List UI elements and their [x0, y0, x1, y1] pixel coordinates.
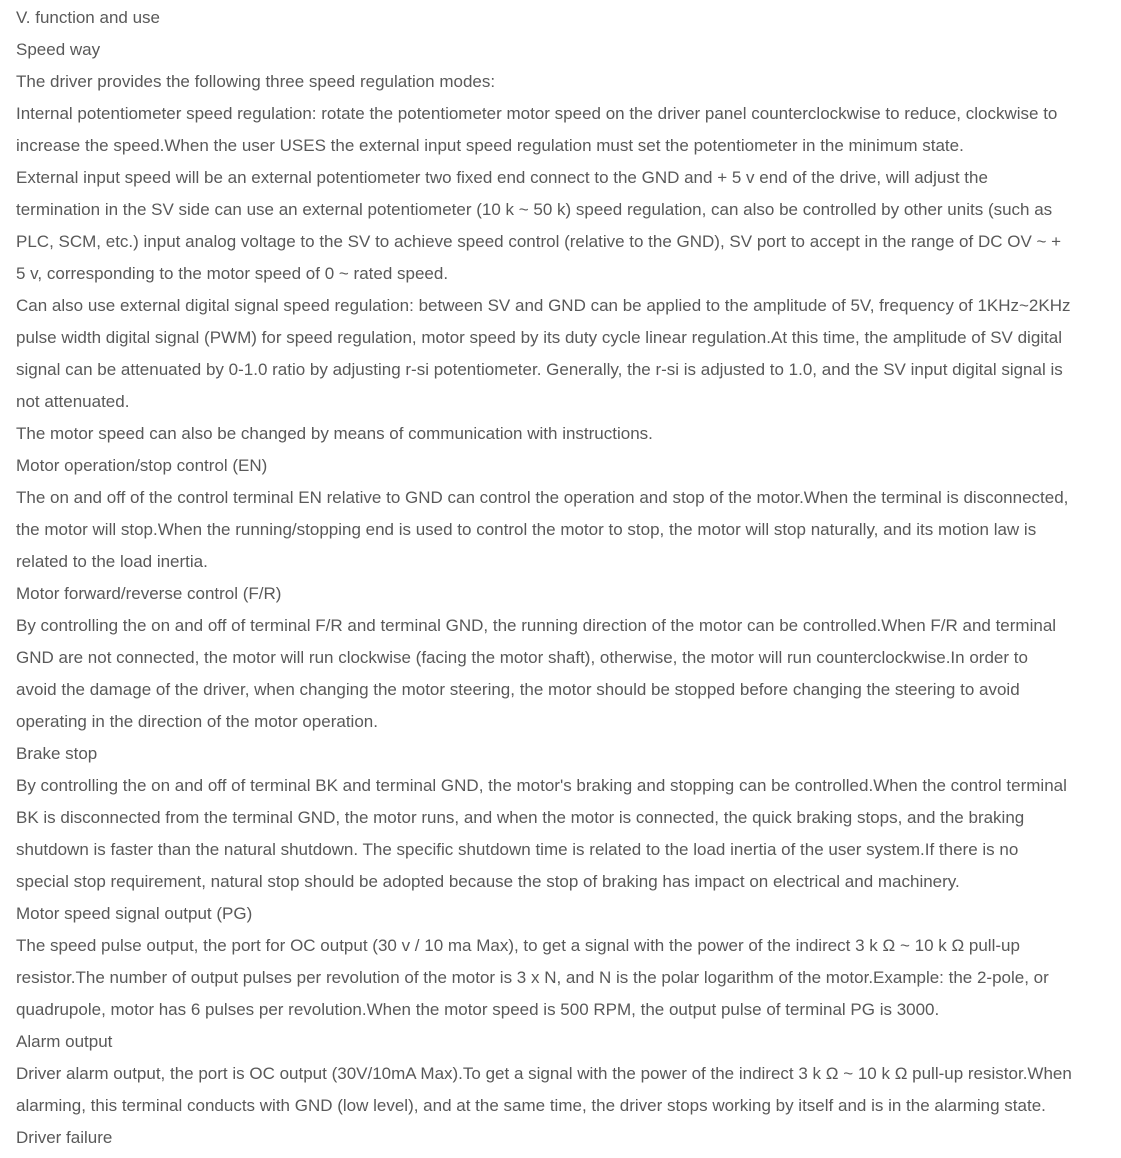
heading-line: V. function and use: [16, 8, 160, 27]
heading-line: Motor operation/stop control (EN): [16, 456, 268, 475]
heading-line: Brake stop: [16, 744, 98, 763]
paragraph-line: shutdown is faster than the natural shutdown. The specific shutdown time is related to the load inertia of the user system.If there is no: [16, 840, 1019, 859]
paragraph-line: resistor.The number of output pulses per revolution of the motor is 3 x N, and N is the polar logarithm of the motor.Example: the 2-pole, or: [16, 968, 1049, 987]
heading-line: Driver failure: [16, 1128, 113, 1147]
heading-line: Speed way: [16, 40, 101, 59]
paragraph-line: BK is disconnected from the terminal GND, the motor runs, and when the motor is connected, the quick braking stops, and the braking: [16, 808, 1025, 827]
paragraph-line: The driver provides the following three speed regulation modes:: [16, 72, 496, 91]
paragraph-line: Internal potentiometer speed regulation: rotate the potentiometer motor speed on the driver panel counterclockwise to reduce, clockwise to: [16, 104, 1058, 123]
paragraph-line: avoid the damage of the driver, when changing the motor steering, the motor should be stopped before changing the steering to avoid: [16, 680, 1020, 699]
paragraph-line: signal can be attenuated by 0-1.0 ratio by adjusting r-si potentiometer. Generally, the r-si is adjusted to 1.0, and the SV input digital signal is: [16, 360, 1063, 379]
paragraph-line: External input speed will be an external potentiometer two fixed end connect to the GND and + 5 v end of the drive, will adjust the: [16, 168, 988, 187]
paragraph-line: special stop requirement, natural stop should be adopted because the stop of braking has impact on electrical and machinery.: [16, 872, 960, 891]
paragraph-line: pulse width digital signal (PWM) for speed regulation, motor speed by its duty cycle linear regulation.At this time, the amplitude of SV digital: [16, 328, 1063, 347]
paragraph-line: operating in the direction of the motor operation.: [16, 712, 378, 731]
paragraph-line: alarming, this terminal conducts with GND (low level), and at the same time, the driver stops working by itself and is in the alarming state.: [16, 1096, 1046, 1115]
document-body: [16, 2, 1105, 1154]
paragraph-line: Can also use external digital signal speed regulation: between SV and GND can be applied to the amplitude of 5V, frequency of 1KHz~2KHz: [16, 296, 1071, 315]
paragraph-line: GND are not connected, the motor will run clockwise (facing the motor shaft), otherwise, the motor will run counterclockwise.In order to: [16, 648, 1028, 667]
heading-line: Motor speed signal output (PG): [16, 904, 253, 923]
paragraph-line: The motor speed can also be changed by means of communication with instructions.: [16, 424, 653, 443]
paragraph-line: the motor will stop.When the running/stopping end is used to control the motor to stop, the motor will stop naturally, and its motion law is: [16, 520, 1037, 539]
paragraph-line: The on and off of the control terminal EN relative to GND can control the operation and stop of the motor.When the terminal is disconnected,: [16, 488, 1069, 507]
paragraph-line: By controlling the on and off of terminal F/R and terminal GND, the running direction of the motor can be controlled.When F/R and terminal: [16, 616, 1057, 635]
paragraph-line: related to the load inertia.: [16, 552, 208, 571]
paragraph-line: Driver alarm output, the port is OC output (30V/10mA Max).To get a signal with the power of the indirect 3 k Ω ~ 10 k Ω pull-up resistor.When: [16, 1064, 1072, 1083]
paragraph-line: termination in the SV side can use an external potentiometer (10 k ~ 50 k) speed regulation, can also be controlled by other units (such as: [16, 200, 1053, 219]
heading-line: Alarm output: [16, 1032, 113, 1051]
heading-line: Motor forward/reverse control (F/R): [16, 584, 282, 603]
paragraph-line: By controlling the on and off of terminal BK and terminal GND, the motor's braking and stopping can be controlled.When the control terminal: [16, 776, 1067, 795]
paragraph-line: quadrupole, motor has 6 pulses per revolution.When the motor speed is 500 RPM, the output pulse of terminal PG is 3000.: [16, 1000, 940, 1019]
paragraph-line: 5 v, corresponding to the motor speed of 0 ~ rated speed.: [16, 264, 449, 283]
paragraph-line: increase the speed.When the user USES the external input speed regulation must set the potentiometer in the minimum state.: [16, 136, 964, 155]
paragraph-line: not attenuated.: [16, 392, 130, 411]
paragraph-line: The speed pulse output, the port for OC output (30 v / 10 ma Max), to get a signal with the power of the indirect 3 k Ω ~ 10 k Ω pull-up: [16, 936, 1020, 955]
paragraph-line: PLC, SCM, etc.) input analog voltage to the SV to achieve speed control (relative to the GND), SV port to accept in the range of DC OV ~ +: [16, 232, 1062, 251]
